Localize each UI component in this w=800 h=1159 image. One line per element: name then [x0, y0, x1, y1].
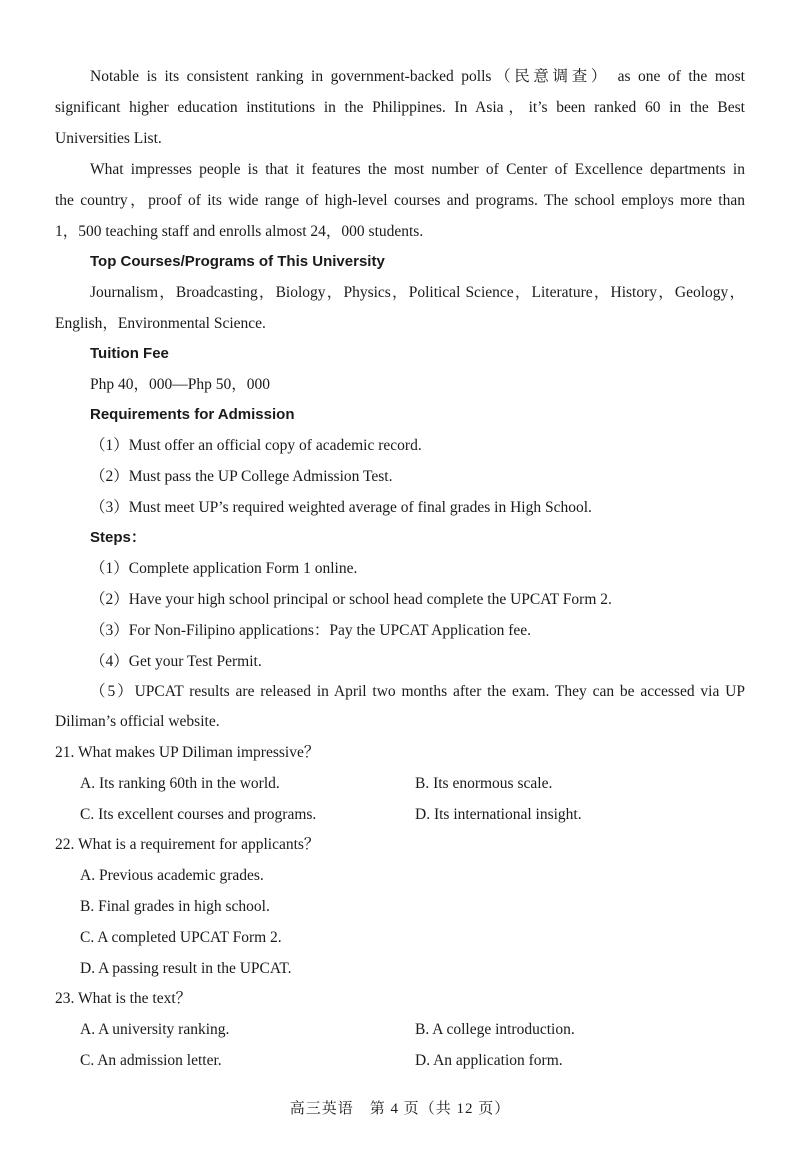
tuition-heading: Tuition Fee	[90, 345, 169, 362]
question-23-option-a[interactable]: A. A university ranking.	[80, 1021, 230, 1038]
question-21-stem: 21. What makes UP Diliman impressive？	[55, 744, 320, 761]
tuition-value: Php 40，000—Php 50，000	[90, 376, 270, 393]
question-22-option-b[interactable]: B. Final grades in high school.	[80, 898, 270, 915]
question-22-stem: 22. What is a requirement for applicants？	[55, 836, 320, 853]
question-23-option-b[interactable]: B. A college introduction.	[415, 1021, 575, 1038]
question-21-option-c[interactable]: C. Its excellent courses and programs.	[80, 806, 317, 823]
step-item: （5）UPCAT results are released in April two months after the exam. They can be accessed via UP	[90, 683, 745, 700]
question-23-stem: 23. What is the text？	[55, 990, 192, 1007]
courses-heading: Top Courses/Programs of This University	[90, 253, 385, 270]
question-22-option-c[interactable]: C. A completed UPCAT Form 2.	[80, 929, 282, 946]
step-item: （1）Complete application Form 1 online.	[90, 560, 358, 577]
question-21-option-d[interactable]: D. Its international insight.	[415, 806, 582, 823]
page-footer: 高三英语 第 4 页（共 12 页）	[289, 1101, 511, 1117]
passage-line: Universities List.	[55, 130, 162, 147]
passage-line: the country，proof of its wide range of high-level courses and programs. The school employs more than	[55, 192, 745, 209]
courses-line: Journalism，Broadcasting，Biology，Physics，Political Science，Literature，History，Geology，	[90, 284, 745, 301]
question-22-option-d[interactable]: D. A passing result in the UPCAT.	[80, 960, 292, 977]
step-item: （3）For Non-Filipino applications：Pay the UPCAT Application fee.	[90, 622, 532, 639]
question-21-option-b[interactable]: B. Its enormous scale.	[415, 775, 553, 792]
passage-line: significant higher education institutions in the Philippines. In Asia，it’s been ranked 60 in the Best	[55, 99, 745, 116]
question-23-option-c[interactable]: C. An admission letter.	[80, 1052, 222, 1069]
passage-line: Notable is its consistent ranking in government-backed polls（民意调查） as one of the most	[90, 68, 745, 85]
requirement-item: （2）Must pass the UP College Admission Test.	[90, 468, 393, 485]
courses-line: English，Environmental Science.	[55, 315, 266, 332]
step-item: （4）Get your Test Permit.	[90, 653, 262, 670]
question-21-option-a[interactable]: A. Its ranking 60th in the world.	[80, 775, 280, 792]
requirement-item: （3）Must meet UP’s required weighted average of final grades in High School.	[90, 499, 592, 516]
requirements-heading: Requirements for Admission	[90, 406, 295, 423]
passage-line: What impresses people is that it features the most number of Center of Excellence departments in	[90, 161, 745, 178]
step-item-continued: Diliman’s official website.	[55, 713, 220, 730]
question-22-option-a[interactable]: A. Previous academic grades.	[80, 867, 264, 884]
question-23-option-d[interactable]: D. An application form.	[415, 1052, 563, 1069]
step-item: （2）Have your high school principal or school head complete the UPCAT Form 2.	[90, 591, 612, 608]
passage-line: 1，500 teaching staff and enrolls almost 24，000 students.	[55, 223, 424, 240]
requirement-item: （1）Must offer an official copy of academic record.	[90, 437, 422, 454]
steps-heading: Steps：	[90, 529, 146, 546]
